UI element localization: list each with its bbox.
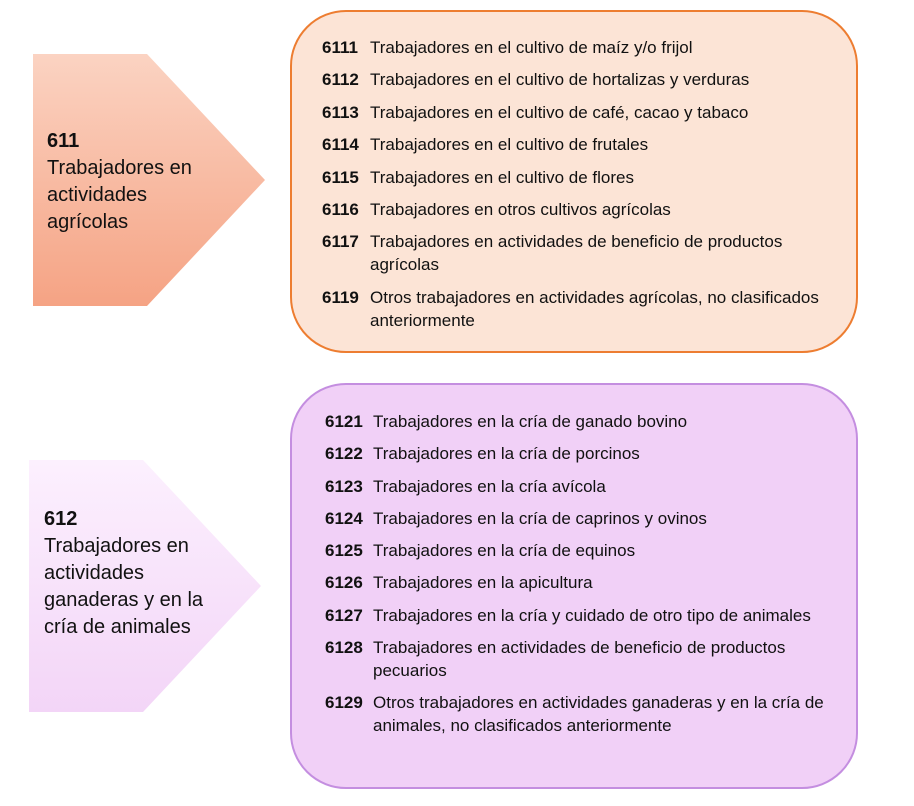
item-text: Trabajadores en la cría de caprinos y ovinos [373,508,707,528]
group-612-panel [290,383,858,789]
item-code: 6115 [322,167,359,187]
item-code: 6125 [325,541,363,561]
item-code: 6129 [325,693,363,713]
group-611-panel [290,10,858,353]
group-code: 612 [44,508,78,530]
list-item [322,166,836,189]
list-item [325,507,836,530]
list-item [322,101,836,124]
list-item [322,36,836,59]
item-code: 6126 [325,573,363,593]
item-text: Otros trabajadores en actividades agrícolas, no clasificados anteriormente [370,287,819,330]
item-code: 6127 [325,605,363,625]
item-code: 6128 [325,638,363,658]
group-code: 611 [47,130,80,152]
list-item [325,475,836,498]
item-code: 6123 [325,476,363,496]
list-item [325,442,836,465]
list-item [322,230,836,276]
item-text: Trabajadores en el cultivo de flores [370,167,634,187]
group-611-arrow [33,54,265,306]
list-item [325,636,836,682]
list-item [325,604,836,627]
list-item [325,539,836,562]
item-code: 6116 [322,199,359,219]
item-text: Trabajadores en el cultivo de hortalizas y verduras [370,70,750,90]
item-text: Trabajadores en la cría de ganado bovino [373,412,688,431]
item-code: 6117 [322,232,359,252]
item-text: Trabajadores en la cría y cuidado de otro tipo de animales [373,605,811,625]
group-label: Trabajadores en actividades agrícolas [47,157,192,233]
list-item [325,691,836,737]
list-item [325,571,836,594]
item-code: 6113 [322,102,359,122]
item-text: Trabajadores en actividades de beneficio de productos agrícolas [370,232,783,275]
group-612-arrow [29,460,261,712]
group-label: Trabajadores en actividades ganaderas y en la cría de animales [44,535,204,638]
item-text: Trabajadores en la cría de porcinos [373,444,640,464]
item-code: 6114 [322,135,359,155]
item-text: Trabajadores en la cría de equinos [373,541,636,561]
item-text: Trabajadores en otros cultivos agrícolas [370,199,671,219]
list-item [325,410,836,433]
item-text: Trabajadores en el cultivo de frutales [370,135,649,155]
group-611-title [47,128,207,236]
list-item [322,198,836,221]
list-item [322,68,836,91]
item-code: 6122 [325,444,363,464]
item-text: Trabajadores en el cultivo de café, cacao y tabaco [370,102,749,122]
item-code: 6119 [322,287,359,307]
item-code: 6121 [325,412,363,431]
item-code: 6112 [322,70,359,90]
list-item [322,286,836,332]
list-item [322,133,836,156]
item-text: Trabajadores en la apicultura [373,573,593,593]
item-text: Otros trabajadores en actividades ganaderas y en la cría de animales, no clasificados anteriormente [373,693,824,736]
item-code: 6124 [325,508,363,528]
group-612-title [44,506,209,641]
item-text: Trabajadores en la cría avícola [373,476,606,496]
item-text: Trabajadores en actividades de beneficio de productos pecuarios [373,638,786,681]
item-code: 6111 [322,38,358,57]
item-text: Trabajadores en el cultivo de maíz y/o frijol [370,38,693,57]
